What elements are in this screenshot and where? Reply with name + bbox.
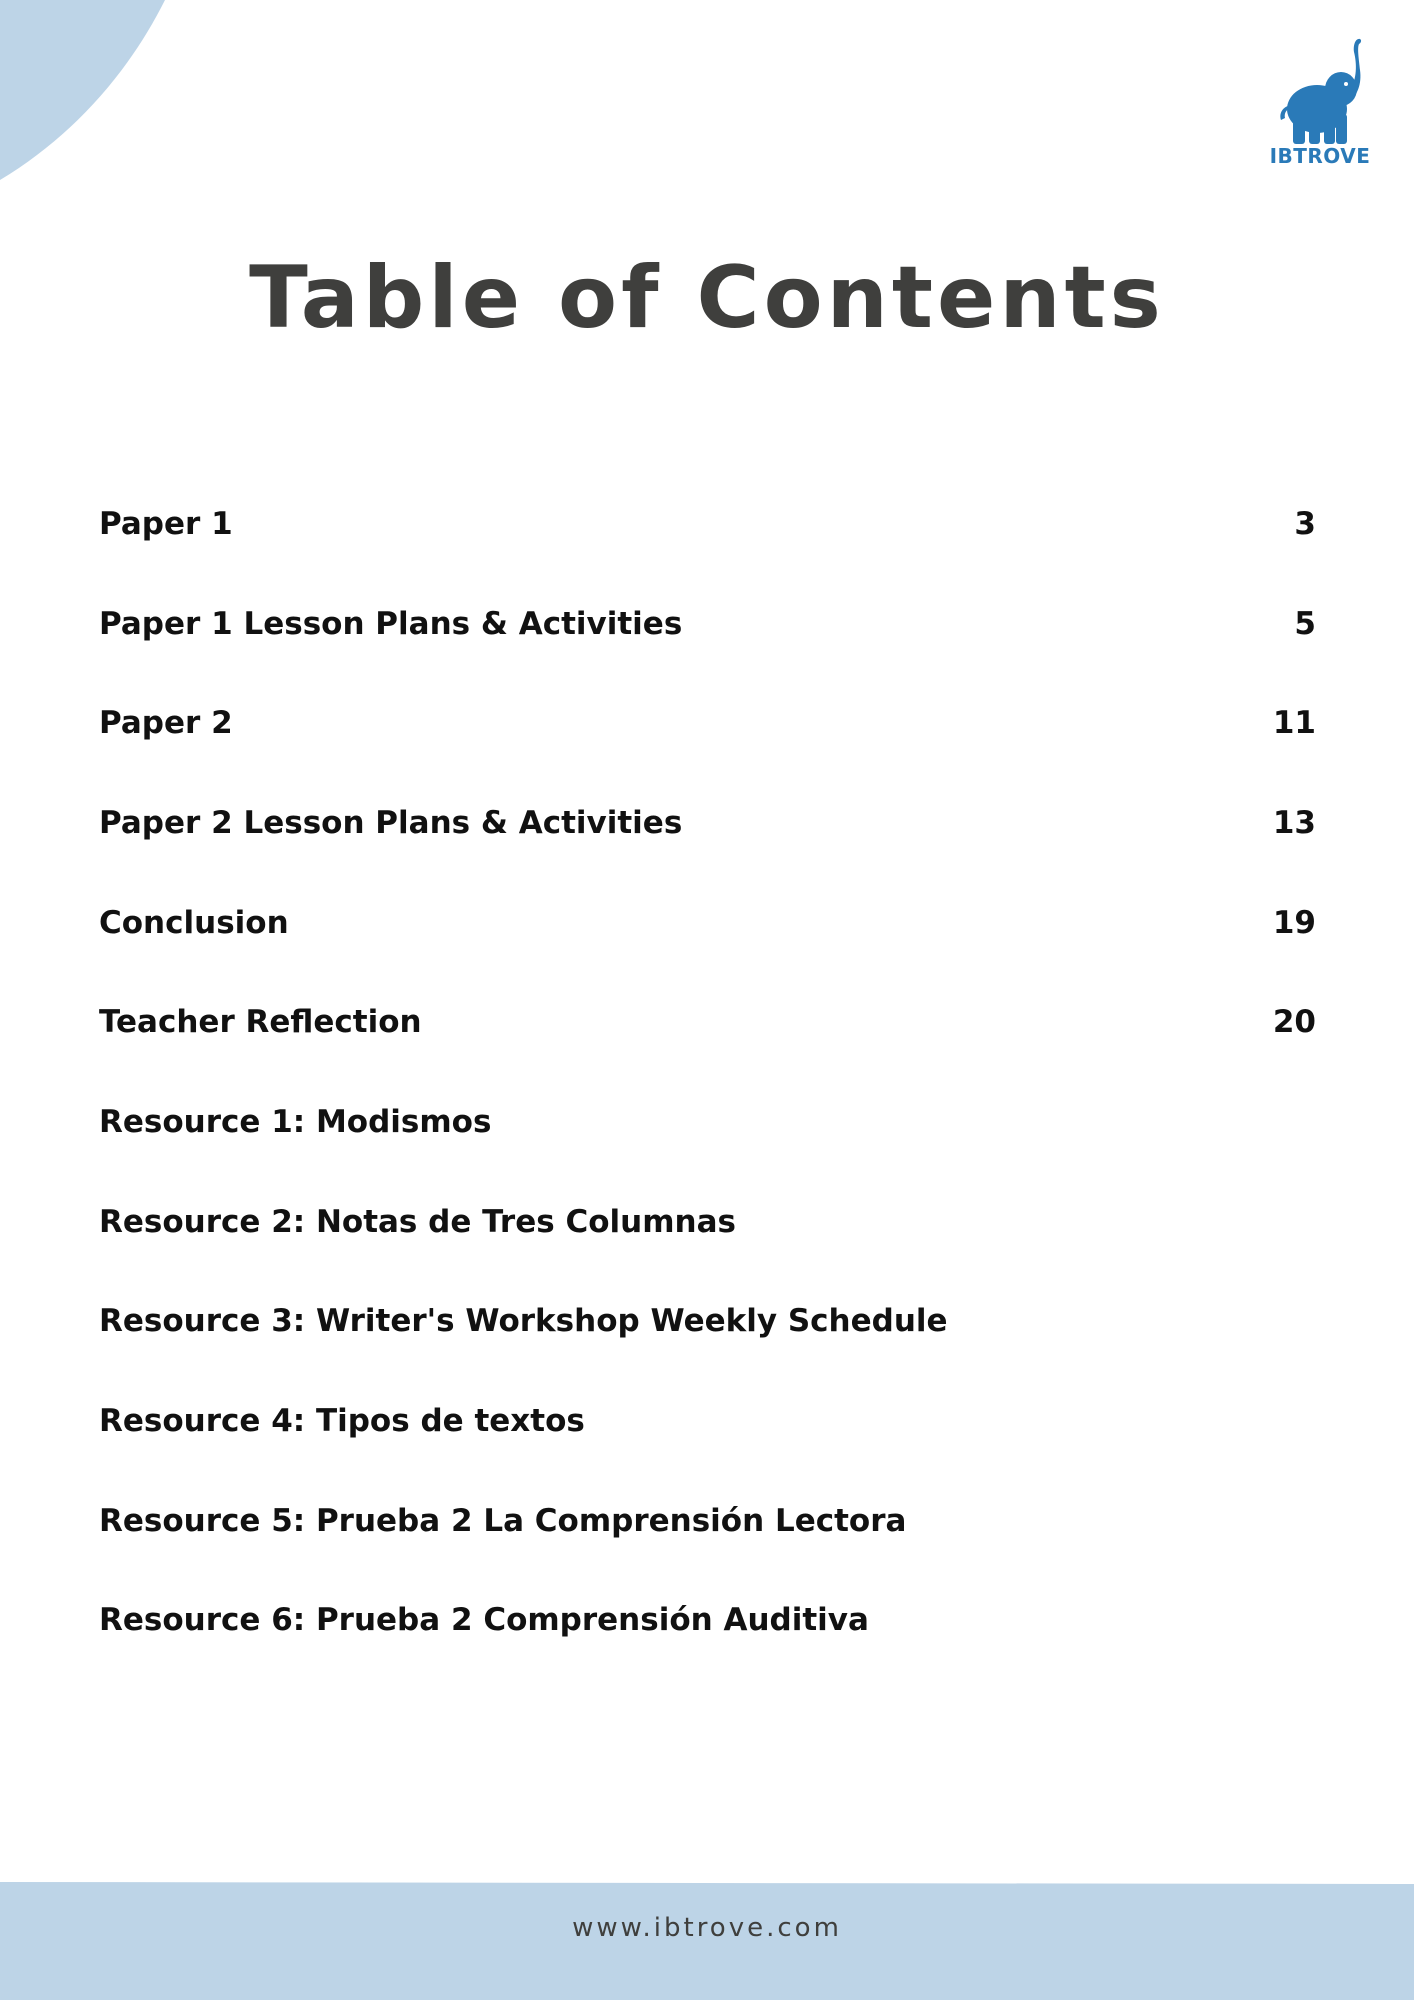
logo-text: IBTROVE (1269, 144, 1371, 168)
toc-entry-label: Paper 2 (99, 705, 233, 742)
toc-entry-page: 11 (1272, 705, 1316, 742)
toc-entry-label: Teacher Reflection (99, 1004, 422, 1041)
toc-entry[interactable] (99, 1371, 1316, 1471)
toc-entry[interactable] (99, 1072, 1316, 1172)
toc-entry[interactable] (99, 972, 1316, 1072)
footer-url: www.ibtrove.com (572, 1913, 842, 1943)
toc-entry-label: Resource 5: Prueba 2 La Comprensión Lectora (99, 1502, 907, 1539)
corner-decoration (0, 0, 175, 185)
toc-entry-page: 3 (1294, 505, 1316, 542)
toc-entry-label: Resource 6: Prueba 2 Comprensión Auditiva (99, 1602, 869, 1639)
elephant-icon (1262, 34, 1378, 144)
toc-entry[interactable] (99, 873, 1316, 973)
toc-entry[interactable] (99, 1471, 1316, 1571)
toc-entry-page: 20 (1272, 1004, 1316, 1041)
toc-entry-page: 19 (1272, 904, 1316, 941)
toc-entry[interactable] (99, 1272, 1316, 1372)
toc-entry-label: Paper 1 (99, 505, 233, 542)
logo (1262, 34, 1378, 168)
toc-entry-label: Conclusion (99, 904, 289, 941)
toc-entry-page: 5 (1294, 605, 1316, 642)
table-of-contents (99, 474, 1316, 1670)
toc-entry-label: Resource 4: Tipos de textos (99, 1403, 585, 1440)
toc-entry[interactable] (99, 1172, 1316, 1272)
toc-entry[interactable] (99, 1571, 1316, 1671)
toc-entry[interactable] (99, 773, 1316, 873)
toc-entry[interactable] (99, 574, 1316, 674)
toc-entry-label: Resource 1: Modismos (99, 1103, 492, 1140)
toc-entry[interactable] (99, 474, 1316, 574)
toc-entry-label: Paper 1 Lesson Plans & Activities (99, 605, 683, 642)
toc-entry-label: Resource 3: Writer's Workshop Weekly Schedule (99, 1303, 948, 1340)
toc-entry-label: Resource 2: Notas de Tres Columnas (99, 1203, 736, 1240)
toc-entry[interactable] (99, 673, 1316, 773)
toc-entry-page: 13 (1272, 804, 1316, 841)
page-title: Table of Contents (249, 248, 1165, 348)
toc-entry-label: Paper 2 Lesson Plans & Activities (99, 804, 683, 841)
